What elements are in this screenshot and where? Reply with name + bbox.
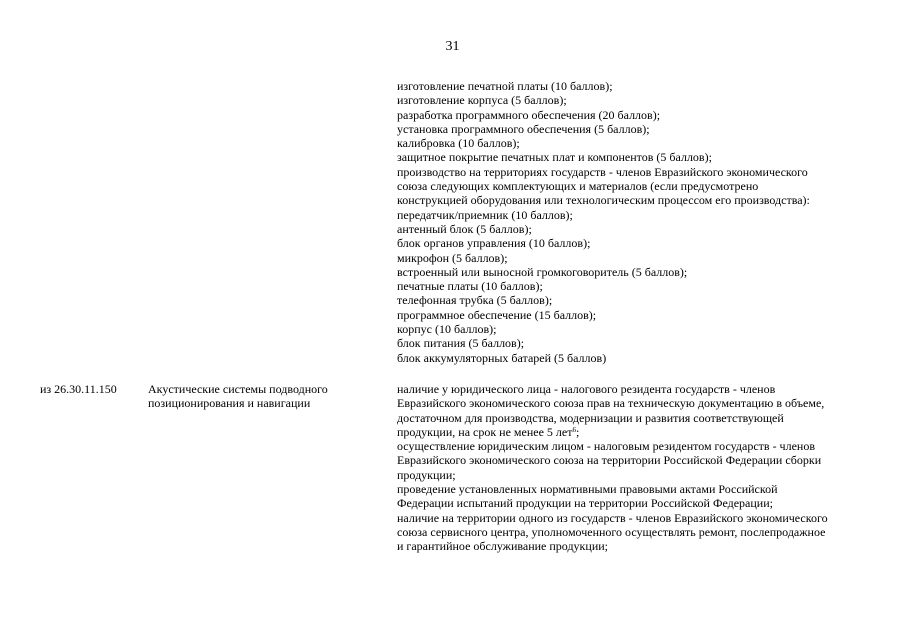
list-item: микрофон (5 баллов); bbox=[397, 250, 508, 265]
list-item: блок органов управления (10 баллов); bbox=[397, 236, 591, 251]
list-item: антенный блок (5 баллов); bbox=[397, 221, 532, 236]
list-item: защитное покрытие печатных плат и компонентов (5 баллов); bbox=[397, 150, 712, 165]
product-name bbox=[148, 382, 378, 411]
requirement-line: Евразийского экономического союза прав на техническую документацию в объеме, bbox=[397, 396, 825, 411]
list-item: установка программного обеспечения (5 баллов); bbox=[397, 121, 650, 136]
requirement-line: Евразийского экономического союза на территории Российской Федерации сборки bbox=[397, 453, 822, 468]
requirement-line: осуществление юридическим лицом - налоговым резидентом государств - членов bbox=[397, 439, 815, 454]
list-item: печатные платы (10 баллов); bbox=[397, 279, 543, 294]
list-item: блок питания (5 баллов); bbox=[397, 336, 525, 351]
okpd-code: из 26.30.11.150 bbox=[40, 382, 117, 396]
list-item: программное обеспечение (15 баллов); bbox=[397, 307, 597, 322]
product-name-line: Акустические системы подводного bbox=[148, 382, 328, 396]
list-item: встроенный или выносной громкоговоритель (5 баллов); bbox=[397, 264, 688, 279]
requirement-line-text: продукции, на срок не менее 5 лет bbox=[397, 424, 573, 439]
requirement-line: союза сервисного центра, уполномоченного осуществлять ремонт, послепродажное bbox=[397, 524, 826, 539]
requirement-line: Федерации испытаний продукции на территории Российской Федерации; bbox=[397, 496, 773, 511]
requirement-line: проведение установленных нормативными правовыми актами Российской bbox=[397, 482, 778, 497]
list-item: телефонная трубка (5 баллов); bbox=[397, 293, 553, 308]
list-item: союза следующих комплектующих и материалов (если предусмотрено bbox=[397, 179, 759, 194]
list-item: передатчик/приемник (10 баллов); bbox=[397, 207, 573, 222]
requirement-line: и гарантийное обслуживание продукции; bbox=[397, 539, 608, 554]
list-item: разработка программного обеспечения (20 баллов); bbox=[397, 107, 661, 122]
list-item: изготовление корпуса (5 баллов); bbox=[397, 93, 567, 108]
footnote-marker: 6 bbox=[572, 425, 576, 434]
requirements-list-continued bbox=[397, 79, 877, 365]
list-item: изготовление печатной платы (10 баллов); bbox=[397, 79, 613, 93]
list-item: корпус (10 баллов); bbox=[397, 322, 497, 337]
requirement-line: наличие на территории одного из государств - членов Евразийского экономического bbox=[397, 510, 828, 525]
list-item: конструкцией оборудования или технологическим процессом его производства): bbox=[397, 193, 810, 208]
requirement-line: продукции; bbox=[397, 467, 456, 482]
requirement-line: наличие у юридического лица - налогового резидента государств - членов bbox=[397, 382, 776, 396]
list-item: производство на территориях государств - членов Евразийского экономического bbox=[397, 164, 808, 179]
requirement-line: достаточном для производства, модернизации и развития соответствующей bbox=[397, 410, 784, 425]
requirements-text bbox=[397, 382, 877, 554]
requirement-line bbox=[397, 425, 877, 439]
line-punctuation: ; bbox=[575, 424, 580, 439]
list-item: блок аккумуляторных батарей (5 баллов) bbox=[397, 350, 607, 365]
page-number: 31 bbox=[445, 39, 460, 54]
product-name-line: позиционирования и навигации bbox=[148, 396, 311, 411]
list-item: калибровка (10 баллов); bbox=[397, 136, 520, 151]
